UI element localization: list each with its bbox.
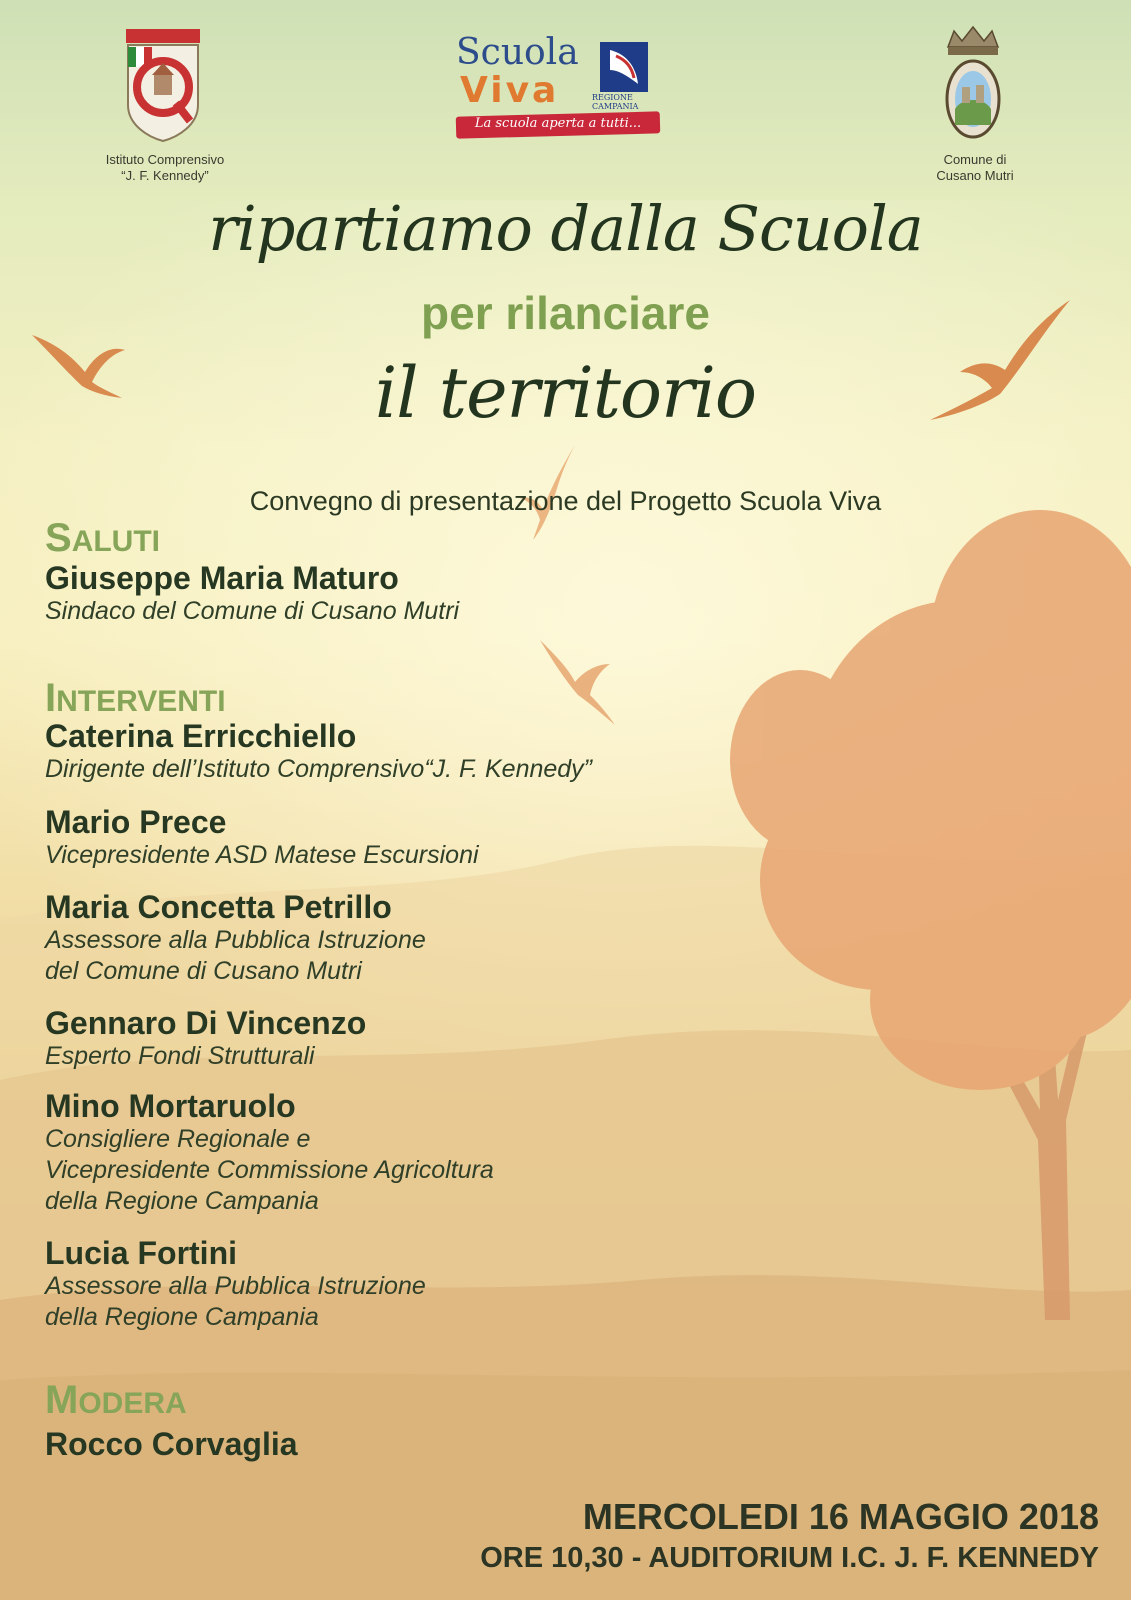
speaker-role: Vicepresidente Commissione Agricoltura: [45, 1156, 494, 1184]
speaker-name: Maria Concetta Petrillo: [45, 889, 392, 925]
speaker-entry: [45, 1088, 745, 1217]
section-heading-modera: [45, 1378, 187, 1423]
speaker-role: Sindaco del Comune di Cusano Mutri: [45, 597, 460, 625]
moderator-entry: [45, 1426, 745, 1462]
municipal-coat-of-arms-icon: [940, 25, 1006, 143]
speaker-entry: [45, 718, 745, 785]
title-line-1: ripartiamo dalla Scuola: [208, 192, 923, 265]
speaker-name: Giuseppe Maria Maturo: [45, 560, 399, 596]
modera-rest: ODERA: [78, 1387, 187, 1420]
school-caption-line2: “J. F. Kennedy”: [121, 168, 209, 183]
speaker-entry: [45, 1235, 745, 1333]
intro-text: Convegno di presentazione del Progetto Scuola Viva: [249, 486, 882, 516]
scuola-viva-logo: [450, 30, 680, 145]
saluti-rest: ALUTI: [71, 525, 161, 558]
title-line-3: il territorio: [374, 352, 757, 434]
logo-word-viva: Viva: [460, 70, 560, 111]
speaker-name: Gennaro Di Vincenzo: [45, 1005, 367, 1041]
speaker-name: Mino Mortaruolo: [45, 1088, 296, 1124]
speaker-role: del Comune di Cusano Mutri: [45, 957, 362, 985]
interventi-rest: NTERVENTI: [56, 685, 226, 718]
logo-word-scuola: Scuola: [456, 32, 579, 73]
logo-tagline: La scuola aperta a tutti...: [474, 116, 642, 131]
section-heading-saluti: [45, 516, 160, 561]
speaker-role: Dirigente dell’Istituto Comprensivo“J. F. Kennedy”: [45, 755, 593, 783]
speaker-role: Vicepresidente ASD Matese Escursioni: [45, 841, 479, 869]
school-caption-line1: Istituto Comprensivo: [105, 152, 225, 167]
speaker-role: Esperto Fondi Strutturali: [45, 1042, 315, 1070]
event-time-place: ORE 10,30 - AUDITORIUM I.C. J. F. KENNEDY: [480, 1542, 1099, 1574]
event-date: MERCOLEDI 16 MAGGIO 2018: [582, 1496, 1099, 1537]
speaker-entry: [45, 889, 745, 987]
interventi-initial: I: [45, 676, 57, 720]
saluti-initial: S: [45, 516, 72, 560]
speaker-role: Consigliere Regionale e: [45, 1125, 311, 1153]
logo-region-label: REGIONE CAMPANIA: [592, 93, 639, 111]
school-crest-icon: [118, 25, 208, 143]
modera-initial: M: [45, 1378, 79, 1422]
speaker-name: Caterina Erricchiello: [45, 718, 357, 754]
speaker-name: Lucia Fortini: [45, 1235, 237, 1271]
moderator-name: Rocco Corvaglia: [45, 1426, 298, 1462]
speaker-entry: [45, 804, 745, 871]
speaker-name: Mario Prece: [45, 804, 227, 840]
speaker-entry: [45, 560, 745, 627]
municipality-caption-line2: Cusano Mutri: [936, 168, 1014, 183]
section-heading-interventi: [45, 676, 226, 721]
title-line-2: per rilanciare: [421, 287, 710, 339]
school-logo-caption: [80, 152, 250, 184]
speaker-role: Assessore alla Pubblica Istruzione: [45, 1272, 426, 1300]
speaker-role: Assessore alla Pubblica Istruzione: [45, 926, 426, 954]
municipality-caption-line1: Comune di: [943, 152, 1007, 167]
speaker-entry: [45, 1005, 745, 1072]
municipality-logo-caption: [895, 152, 1055, 184]
speaker-role: della Regione Campania: [45, 1187, 319, 1215]
speaker-role: della Regione Campania: [45, 1303, 319, 1331]
